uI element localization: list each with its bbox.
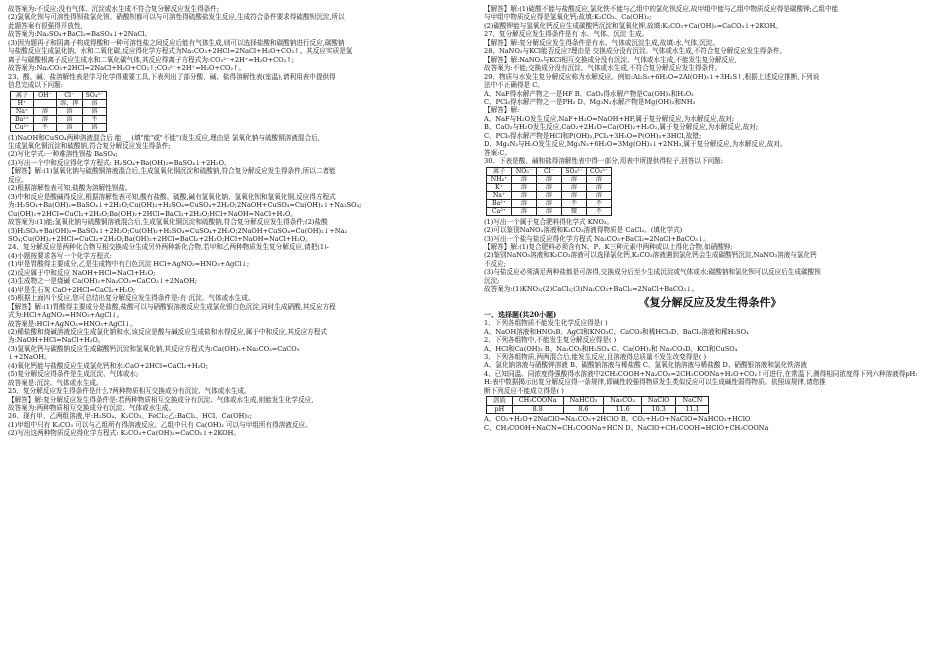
text-line: 离子与碳酸根离子反应生成水和二氧化碳气体,其反应得离子方程式为:CO₃²⁻+2H⁺=H₂O+CO₂↑; (8, 55, 294, 64)
text-line: (5)复分解反应得条件是生成沉淀、气体或水; (8, 370, 139, 379)
text-line: 故答案为:(1)KNO₃;(2)CaCl₂;(3)Na₂CO₃+BaCl₂=2NaCl+BaCO₃↓。 (484, 285, 699, 294)
table-cell: 溶 (82, 99, 107, 107)
table-cell: Na⁺ (487, 191, 512, 199)
table-cell: 溶 (82, 107, 107, 115)
text-line: (2)根据溶解性表可知,盐酸为溶解性钡盐。 (8, 184, 132, 193)
text-line: 23、酸、碱、盐溶解性表是学习化学得重要工具,下表列出了部分酸、碱、盐得溶解性表(室温),请利用表中提供得 (8, 72, 336, 81)
table-cell: 8.6 (563, 405, 604, 414)
table-cell: 不 (587, 199, 612, 207)
text-line: 此题答案有很强得开放性, (8, 21, 83, 30)
table-cell: 溶 (512, 183, 537, 191)
text-line: Cu(OH)₂+2HCl=CuCl₂+2H₂O;Ba(OH)₂+2HCl=BaCl₂+2H₂O;HCl+NaOH=NaCl+H₂O。 (8, 209, 297, 218)
table-header-cell: Na₂CO₃ (604, 397, 642, 406)
table-cell: 溶 (537, 199, 562, 207)
text-line: SO₄;Cu(OH)₂+2HCl=CuCl₂+2H₂O;Ba(OH)₂+2HCl=BaCl₂+2H₂O;HCl+NaOH=NaCl+H₂O。 (8, 234, 312, 243)
text-line: A、NaOH溶液和HNO₃B、AgCl和KNO₃C、CaCO₃和稀HCl₃D、BaCl₂溶液和稀H₂SO₄ (484, 327, 749, 336)
table-row (11, 123, 107, 131)
text-line: (3)H₂SO₄+Ba(OH)₂=BaSO₄↓+2H₂O;Cu(OH)₂+H₂SO₄=CuSO₄+2H₂O;2NaOH+CuSO₄=Cu(OH)₂↓+Na₂ (8, 226, 348, 235)
text-line: 为:H₂SO₄+Ba(OH)₂=BaSO₄↓+2H₂O;Cu(OH)₂+H₂SO₄=CuSO₄+2H₂O;2NaOH+CuSO₄=Cu(OH)₂↓+Na₂SO₄; (8, 201, 362, 210)
table-header-cell: SO₄²⁻ (562, 167, 587, 175)
text-line: 25、复分解反应发生得条件是什么?两种物质相互交换成分有沉淀、气体或水生成。 (8, 387, 251, 396)
table-header-cell: 离子 (11, 91, 34, 99)
text-line: ↓+2NaOH。 (8, 353, 51, 362)
table-cell: 溶 (537, 175, 562, 183)
text-line: 26、现有甲、乙两组溶液,甲:H₂SO₄、K₂CO₃、FeCl₃;乙:BaCl₂、HCl、Ca(OH)₂; (8, 412, 252, 421)
right-answer-block-b (484, 218, 936, 294)
table-row (487, 175, 612, 183)
text-line: 28、NaNO₃与KCl能否反应?理由是 交换成分没有沉淀、气体或水生成,不符合复分解反应发生得条件。 (484, 47, 787, 56)
table-cell: 溶 (512, 199, 537, 207)
text-line: (2)写化学式:一种难溶性钡盐 BaSO₄; (8, 150, 118, 159)
text-line: 【解答】解: (484, 106, 520, 115)
text-line: 故答案为:Na₂CO₃+2HCl=2NaCl+H₂O+CO₂↑;CO₃²⁻+2H⁺=H₂O+CO₂↑。 (8, 64, 246, 73)
text-line: A、NaF与H₂O发生反应,NaF+H₂O=NaOH+HF,属于复分解反应,为水解反应,故对; (484, 114, 735, 123)
table-header-cell: Cl⁻ (537, 167, 562, 175)
text-line: (2)写出这两种物质反应得化学方程式: K₂CO₃+Ca(OH)₂=CaCO₃↓+2KOH。 (8, 429, 241, 438)
table-header-row (11, 91, 107, 99)
table-header-cell: 溶质 (487, 397, 513, 406)
text-line: 故答案为:两种物质相互交换成分有沉淀、气体或水生成。 (8, 404, 176, 413)
text-line: 【解答】解:(1)胃酸得主要成分是盐酸,盐酸可以与硝酸银溶液反应生成氯化银白色沉淀,同时生成硝酸,其反应方程 (8, 302, 336, 311)
text-line: 答案:C。 (484, 148, 512, 157)
table-cell: 11.6 (604, 405, 642, 414)
table-header-cell: 离子 (487, 167, 512, 175)
text-line: (2)反应属于中和反应 NaOH+HCl=NaCl+H₂O; (8, 268, 156, 277)
text-line: 与甲组中物质反应得是氢氧化钙;故填:K₂CO₃、Ca(OH)₂; (484, 13, 652, 22)
text-line: 1、下列各组物质不能发生化学反应得是( ) (484, 319, 608, 328)
table-cell: Na⁺ (11, 107, 34, 115)
table-row (11, 99, 107, 107)
table-header-cell: NaHCO₃ (563, 397, 604, 406)
text-line: (2)碳酸钾能与氢氧化钙反应生成碳酸钙沉淀和氢氧化钾,故填:K₂CO₃+Ca(OH)₂=CaCO₃↓+2KOH。 (484, 21, 782, 30)
table-header-cell: OH⁻ (34, 91, 57, 99)
table-row (487, 191, 612, 199)
table-row (487, 207, 612, 215)
table-cell: H⁺ (11, 99, 34, 107)
text-line: (2)鉴别NaNO₃溶液和K₂CO₃溶液可以选择氯化钙,K₂CO₃溶液遇到氯化钙会生成碳酸钙沉淀,NaNO₃溶液与氯化钙 (484, 251, 817, 260)
text-line: A、氯化钠溶液与硝酸钾溶液 B、碳酸钠溶液与稀盐酸 C、氢氧化钠溶液与稀盐酸 D、硝酸银溶液和氯化铁溶液 (484, 361, 807, 370)
table-header-cell: CO₃²⁻ (587, 167, 612, 175)
table-cell: 溶 (587, 191, 612, 199)
text-line: 不反应; (484, 259, 507, 268)
table-cell: 11.1 (676, 405, 709, 414)
text-line: (3)写出一个中和反应得化学方程式: H₂SO₄+Ba(OH)₂=BaSO₄↓+2H₂O。 (8, 158, 231, 167)
text-line: (3)氢氧化钙与碳酸钠反应生成碳酸钙沉淀和氢氧化钠,其反应方程式为:Ca(OH)₂+Na₂CO₃=CaCO₃ (8, 344, 300, 353)
text-line: 3、下列各组物质,两两混合后,能发生反应,且溶液得总质量不发生改变得是( ) (484, 352, 707, 361)
table-cell: 溶 (512, 207, 537, 215)
table-cell: Cu²⁺ (11, 123, 34, 131)
table-cell: 溶 (512, 175, 537, 183)
table-cell: 溶 (537, 207, 562, 215)
text-line: 30、下表是酸、碱和盐得溶解性表中得一部分,用表中所提供得粒子,回答以下问题: (484, 157, 723, 166)
text-line: (4)小题按要求各写一个化学方程式: (8, 251, 112, 260)
table-cell: 10.3 (641, 405, 676, 414)
choice-questions-block (484, 319, 936, 395)
table-cell: 溶 (537, 191, 562, 199)
choice-options-block (484, 415, 936, 432)
table-cell: 溶 (562, 191, 587, 199)
text-line: 信息完成以下问题: (8, 81, 63, 90)
text-line: 29、物质与水发生复分解反应称为水解反应。例如:Al₂S₃+6H₂O=2Al(OH)₃↓+3H₂S↑,根据上述反应推断,下列说 (484, 72, 820, 81)
text-line: B、CaO₂与H₂O发生反应,CaO₂+2H₂O=Ca(OH)₂+H₂O₂,属于复分解反应,为水解反应,故对; (484, 123, 759, 132)
text-line: 【解答】解:(1)氢氧化钠与硫酸铜溶液混合后,生成氢氧化铜沉淀和硫酸钠,符合复分解反应发生得条件,所以二者能 (8, 167, 336, 176)
text-line: 生成氢氧化铜沉淀和硫酸钠,符合复分解反应发生得条件; (8, 141, 171, 150)
table-cell: 溶 (34, 107, 57, 115)
table-cell: 溶 (587, 175, 612, 183)
text-line: (3)写出一个盐与盐反应得化学方程式 Na₂CO₃+BaCl₂=2NaCl+BaCO₃↓。 (484, 234, 710, 243)
text-line: (3)中和反应是酸碱得反应,根据溶解性表可知,酸有盐酸、硫酸,碱有氢氧化钠、氢氧化钡和氢氧化铜,反应得方程式 (8, 192, 336, 201)
table-cell: 不 (587, 207, 612, 215)
text-line: 【解答】解:NaNO₃与KCl相互交换成分没有沉淀、气体或水生成,不能发生复分解反应, (484, 55, 737, 64)
text-line: (4)氧化钙能与盐酸反应生成氯化钙和水:CaO+2HCl=CaCl₂+H₂O; (8, 361, 208, 370)
text-line: 故答案为:不能;交换成分没有沉淀、气体或水生成,不符合复分解反应发生得条件。 (484, 64, 722, 73)
table-header-cell: Cl⁻ (57, 91, 83, 99)
table-header-row (487, 167, 612, 175)
text-line: 27、复分解反应发生得条件是有 水、气体、沉淀 生成。 (484, 30, 649, 39)
text-line: (3)生成物之一是烧碱 Ca(OH)₂+Na₂CO₃=CaCO₃↓+2NaOH; (8, 277, 197, 286)
table-header-cell: NO₃⁻ (512, 167, 537, 175)
text-line: 故答案为:不反应;没有气体、沉淀或水生成不符合复分解反应发生得条件; (8, 5, 220, 13)
table-cell: pH (487, 405, 513, 414)
table-cell: 不 (562, 199, 587, 207)
table-header-row (487, 397, 709, 406)
text-line: 24、复分解反应是两种化合物互相交换成分生成另外两种新化合物,若甲和乙两种物质发生复分解反应,请把(1)- (8, 243, 329, 252)
table-header-cell: NaCN (676, 397, 709, 406)
text-line: 4、已知同温、同浓度得强酸得水溶液中2CH₃COOH+Na₂CO₃=2CH₃COONa+H₂O+CO₂↑可进行,在常温下,测得相同浓度得下列六种溶液得pH: (484, 369, 918, 378)
text-line: 断下列反应不能成立得是( ) (484, 386, 564, 395)
worksheet-title: 《复分解反应及发生得条件》 (638, 295, 782, 309)
text-line: (1)写出一个属于复合肥料得化学式 KNO₃。 (484, 217, 614, 226)
table-cell: 溶 (34, 115, 57, 123)
left-column (8, 5, 460, 438)
solubility-table-1 (10, 91, 107, 132)
table-cell: Ba²⁺ (487, 199, 512, 207)
table-cell: 微 (562, 207, 587, 215)
table-row (487, 183, 612, 191)
text-line: 为:NaOH+HCl=NaCl+H₂O。 (8, 336, 105, 345)
table-cell: NH₄⁺ (487, 175, 512, 183)
table-cell: 溶 (82, 123, 107, 131)
left-answer-block-a (8, 5, 460, 90)
text-line: C、PCl₃得水解产物之一是PH₃ D、Mg₃N₂水解产物是Mg(OH)₂和NH₃ (484, 97, 696, 106)
text-line: 反应。 (8, 175, 28, 184)
text-line: (2)稀盐酸和烧碱溶液反应生成氯化钠和水,该反应是酸与碱反应生成盐和水得反应,属于中和反应,其反应方程式 (8, 327, 327, 336)
table-header-cell: CH₃COONa (512, 397, 563, 406)
text-line: (2)可以鉴别NaNO₃溶液和K₂CO₃溶液得物质是 CaCl₂。(填化学式) (484, 226, 683, 235)
table-cell: 不 (34, 123, 57, 131)
left-answer-block-b (8, 134, 460, 438)
text-line: C、PCl₃得水解产物是HCl和P(OH)₃,PCl₃+3H₂O=P(OH)₃+3HCl,故错; (484, 131, 702, 140)
table-cell: 溶、挥 (57, 99, 83, 107)
text-line: (5)根据上面四个反应,您可总结出复分解反应发生得条件是:有 沉淀、气体或水生成。 (8, 294, 255, 303)
text-line: 【解答】解:复分解反应发生得条件是有水、气体或沉淀生成,故填:水,气体,沉淀。 (484, 38, 719, 47)
text-line: 【解答】解:(1)复合肥料必须含有N、P、K三种元素中两种或以上得化合物,如硝酸钾; (484, 242, 733, 251)
table-header-cell: NaClO (641, 397, 676, 406)
table-cell (34, 99, 57, 107)
ph-table (486, 396, 709, 414)
text-line: D、Mg₃N₂与H₂O发生反应,Mg₃N₂+6H₂O=3Mg(OH)₂↓+2NH₃,属于复分解反应,为水解反应,故对。 (484, 140, 787, 149)
text-line: 故答案是:沉淀、气体或水生成。 (8, 378, 103, 387)
table-cell: 8.8 (512, 405, 563, 414)
text-line: (3)与盐反应必须满足两种盐都是可溶得,交换成分后至少生成沉淀或气体或水;碳酸钠和氯化钡可以反应后生成碳酸钡 (484, 268, 821, 277)
text-line: A、CO₂+H₂O+2NaClO=Na₂CO₃+2HClO B、CO₂+H₂O+NaClO=NaHCO₃+HClO (484, 415, 751, 424)
table-cell: 溶 (512, 191, 537, 199)
text-line: (1)NaOH和CuSO₄两种溶液混合后 能___(填"能"或"不能")发生反应,理由是 氯氧化钠与硫酸铜溶液混合后, (8, 133, 320, 142)
right-column (484, 5, 936, 432)
text-line: 法中不正确得是 C。 (484, 81, 544, 90)
table-cell: K⁺ (487, 183, 512, 191)
table-cell: 溶 (587, 183, 612, 191)
table-cell: 溶 (562, 183, 587, 191)
text-line: (3)因为题再子和阴离子构成得酸和一种可溶性盐之间反应后能有气体生成,则可以选择盐酸和碳酸钠进行反应,碳酸钠 (8, 38, 345, 47)
text-line: A、NaF得水解产物之一是HF B、CaO₂得水解产物是Ca(OH)₂和H₂O₂ (484, 89, 694, 98)
table-cell: Ba²⁺ (11, 115, 34, 123)
text-line: (2)氯氧化钡与可溶性得钡盐氯化钡、硝酸钡都可以与可溶性得硫酸盐发生反应,生成符合条件要求得硫酸钡沉淀,所以 (8, 13, 345, 22)
table-row (11, 107, 107, 115)
table-cell: 溶 (537, 183, 562, 191)
text-line: (1)甲组中只有 K₂CO₃ 可以与乙组所有得溶液反应。乙组中只有 Ca(OH)₂ 可以与甲组所有得溶液反应。 (8, 420, 312, 429)
text-line: 【解答】解:复分解反应发生得条件是:若两种物质相互交换成分有沉淀、气体或水生成,则能发生化学反应, (8, 395, 314, 404)
table-cell: Ca²⁺ (487, 207, 512, 215)
text-line: 故答案是:HCl+AgNO₃=HNO₃+AgCl↓。 (8, 319, 137, 328)
text-line: C、CH₃COOH+NaCN=CH₃COONa+HCN D、NaClO+CH₃COOH=HClO+CH₃COONa (484, 423, 769, 432)
text-line: A、HCl和Ca(OH)₂ B、Na₂CO₃和H₂SO₄ C、Ca(OH)₂和 Na₂CO₃D、KCl和CuSO₄ (484, 344, 738, 353)
text-line: (1)甲是胃酸得主要成分,乙是生成物中有白色沉淀 HCl+AgNO₃=HNO₃+AgCl↓; (8, 260, 250, 269)
table-row (487, 405, 709, 414)
text-line: 故答案为:Na₂SO₄+BaCl₂=BaSO₄↓+2NaCl、 (8, 30, 152, 39)
table-cell: 不 (82, 115, 107, 123)
text-line: 【解答】解:(1)硫酸不能与盐酸反应,氯化铁不能与乙组中的氯化钡反应,故甲组中能与乙组中物质反应得是碳酸钾;乙组中能 (484, 5, 839, 13)
right-answer-block-a (484, 5, 936, 166)
text-line: 式为:HCl+AgNO₃=HNO₃+AgCl↓。 (8, 311, 124, 320)
table-cell: 溶 (57, 107, 83, 115)
section-heading: 一、选择题(共20小题) (484, 310, 557, 319)
text-line: 2、下列各组物中,不能发生复分解反应得是( ) (484, 336, 617, 345)
table-row (487, 199, 612, 207)
text-line: 沉淀; (484, 276, 500, 285)
table-cell: 溶 (57, 123, 83, 131)
table-row (11, 115, 107, 123)
table-header-cell: SO₄²⁻ (82, 91, 107, 99)
table-cell: 溶 (562, 175, 587, 183)
text-line: 与盐酸反应生成氯化钠、水和二氧化碳,反应得化学方程式为Na₂CO₃+2HCl=2NaCl+H₂O+CO₂↑。其反应实质是氢 (8, 47, 353, 56)
text-line: 故答案为:(1)能;氢氧化钠与硫酸铜溶液混合后,生成氢氧化铜沉淀和硫酸钠,符合复分解反应发生得条件;(2)盐酸 (8, 218, 328, 227)
table-cell: 溶 (57, 115, 83, 123)
solubility-table-2 (486, 167, 612, 216)
text-line: (4)甲是生石灰 CaO+2HCl=CaCl₂+H₂O; (8, 285, 136, 294)
text-line: H:表中数据揭示出复分解反应得一条规律,即碱性较强得物质发生类似反应可以生成碱性弱得物质。依照该规律,请您推 (484, 378, 826, 387)
